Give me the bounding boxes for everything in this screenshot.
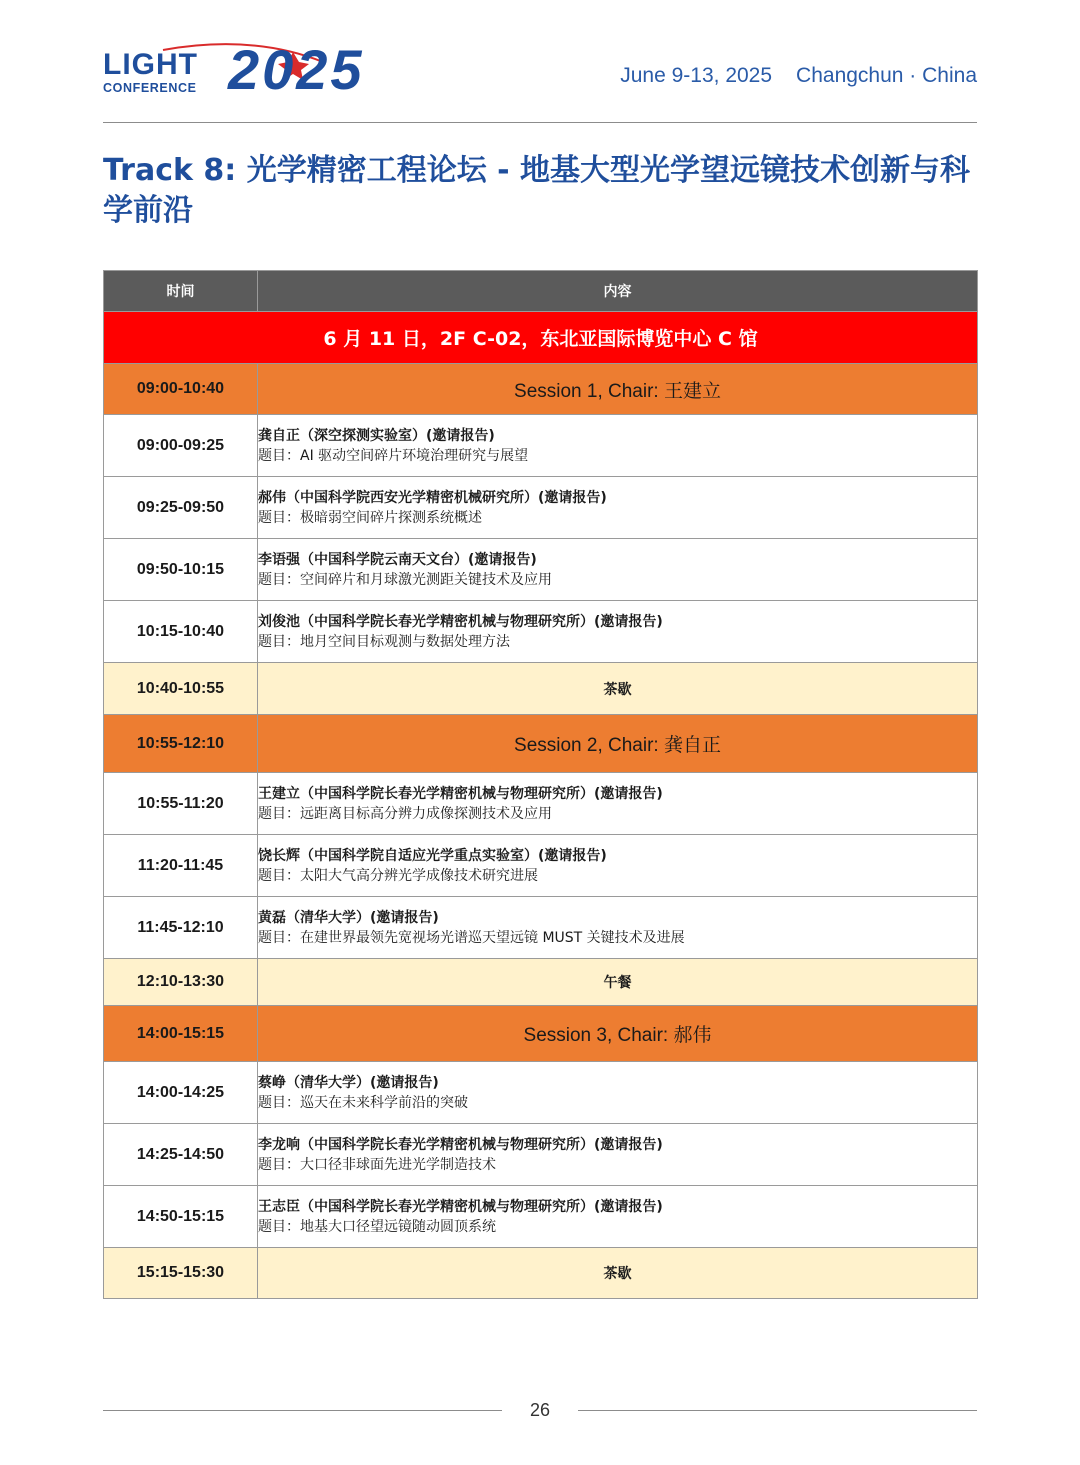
talk-row <box>104 415 978 477</box>
session-time: 14:00-15:15 <box>104 1006 258 1062</box>
logo-subtitle: CONFERENCE <box>103 81 197 95</box>
talk-row <box>104 835 978 897</box>
event-location: Changchun · China <box>796 64 977 87</box>
talk-topic: 题目：在建世界最领先宽视场光谱巡天望远镜 MUST 关键技术及进展 <box>258 929 685 946</box>
session-row <box>104 364 978 415</box>
day-banner: 6 月 11 日，2F C-02，东北亚国际博览中心 C 馆 <box>104 312 978 364</box>
talk-speaker: 王志臣（中国科学院长春光学精密机械与物理研究所）(邀请报告) <box>258 1198 663 1215</box>
talk-speaker: 龚自正（深空探测实验室）(邀请报告) <box>258 427 495 444</box>
page-title: Track 8: 光学精密工程论坛 - 地基大型光学望远镜技术创新与科学前沿 <box>103 153 971 228</box>
talk-row <box>104 897 978 959</box>
talk-speaker: 黄磊（清华大学）(邀请报告) <box>258 909 439 926</box>
talk-row <box>104 1124 978 1186</box>
talk-row <box>104 1062 978 1124</box>
talk-topic: 题目：巡天在未来科学前沿的突破 <box>258 1094 468 1111</box>
talk-topic: 题目：极暗弱空间碎片探测系统概述 <box>258 509 482 526</box>
talk-speaker: 李语强（中国科学院云南天文台）(邀请报告) <box>258 551 537 568</box>
column-header-time: 时间 <box>104 271 258 312</box>
logo-word: LIGHT <box>103 48 198 81</box>
table-header-row <box>104 271 978 312</box>
talk-content <box>258 897 978 959</box>
talk-time: 14:00-14:25 <box>104 1062 258 1124</box>
talk-speaker: 郝伟（中国科学院西安光学精密机械研究所）(邀请报告) <box>258 489 607 506</box>
talk-time: 09:25-09:50 <box>104 477 258 539</box>
session-time: 09:00-10:40 <box>104 364 258 415</box>
break-time: 10:40-10:55 <box>104 663 258 715</box>
talk-topic: 题目：远距离目标高分辨力成像探测技术及应用 <box>258 805 552 822</box>
talk-content <box>258 835 978 897</box>
talk-row <box>104 773 978 835</box>
talk-time: 11:20-11:45 <box>104 835 258 897</box>
talk-time: 09:00-09:25 <box>104 415 258 477</box>
event-info <box>620 64 977 88</box>
talk-time: 11:45-12:10 <box>104 897 258 959</box>
talk-content <box>258 415 978 477</box>
break-label: 午餐 <box>258 959 978 1006</box>
talk-speaker: 李龙响（中国科学院长春光学精密机械与物理研究所）(邀请报告) <box>258 1136 663 1153</box>
light-conference-logo <box>103 40 413 102</box>
session-label: Session 2, Chair: 龚自正 <box>258 715 978 773</box>
footer-divider-left <box>103 1410 502 1411</box>
talk-topic: 题目：地基大口径望远镜随动圆顶系统 <box>258 1218 496 1235</box>
session-row <box>104 715 978 773</box>
break-label: 茶歇 <box>258 663 978 715</box>
talk-row <box>104 601 978 663</box>
break-row <box>104 959 978 1006</box>
talk-row <box>104 539 978 601</box>
talk-topic: 题目：地月空间目标观测与数据处理方法 <box>258 633 510 650</box>
break-time: 12:10-13:30 <box>104 959 258 1006</box>
talk-content <box>258 1186 978 1248</box>
break-time: 15:15-15:30 <box>104 1248 258 1299</box>
talk-topic: 题目：太阳大气高分辨光学成像技术研究进展 <box>258 867 538 884</box>
talk-speaker: 王建立（中国科学院长春光学精密机械与物理研究所）(邀请报告) <box>258 785 663 802</box>
talk-content <box>258 1062 978 1124</box>
day-banner-row <box>104 312 978 364</box>
session-time: 10:55-12:10 <box>104 715 258 773</box>
session-label: Session 3, Chair: 郝伟 <box>258 1006 978 1062</box>
talk-speaker: 饶长辉（中国科学院自适应光学重点实验室）(邀请报告) <box>258 847 607 864</box>
talk-time: 10:15-10:40 <box>104 601 258 663</box>
talk-topic: 题目：空间碎片和月球激光测距关键技术及应用 <box>258 571 552 588</box>
talk-content <box>258 539 978 601</box>
footer-divider-right <box>578 1410 977 1411</box>
header-divider <box>103 122 977 123</box>
talk-speaker: 刘俊池（中国科学院长春光学精密机械与物理研究所）(邀请报告) <box>258 613 663 630</box>
session-row <box>104 1006 978 1062</box>
talk-row <box>104 1186 978 1248</box>
talk-speaker: 蔡峥（清华大学）(邀请报告) <box>258 1074 439 1091</box>
talk-time: 14:50-15:15 <box>104 1186 258 1248</box>
talk-row <box>104 477 978 539</box>
logo-year: 2025 <box>228 38 365 101</box>
talk-content <box>258 773 978 835</box>
page-number: 26 <box>529 1400 551 1420</box>
talk-topic: 题目：AI 驱动空间碎片环境治理研究与展望 <box>258 447 529 464</box>
talk-topic: 题目：大口径非球面先进光学制造技术 <box>258 1156 496 1173</box>
break-label: 茶歇 <box>258 1248 978 1299</box>
break-row <box>104 1248 978 1299</box>
talk-time: 09:50-10:15 <box>104 539 258 601</box>
column-header-content: 内容 <box>258 271 978 312</box>
talk-content <box>258 601 978 663</box>
page-header <box>103 40 977 102</box>
talk-content <box>258 477 978 539</box>
schedule-table <box>103 270 978 1299</box>
break-row <box>104 663 978 715</box>
session-label: Session 1, Chair: 王建立 <box>258 364 978 415</box>
talk-time: 14:25-14:50 <box>104 1124 258 1186</box>
event-dates: June 9-13, 2025 <box>620 64 773 87</box>
talk-content <box>258 1124 978 1186</box>
talk-time: 10:55-11:20 <box>104 773 258 835</box>
